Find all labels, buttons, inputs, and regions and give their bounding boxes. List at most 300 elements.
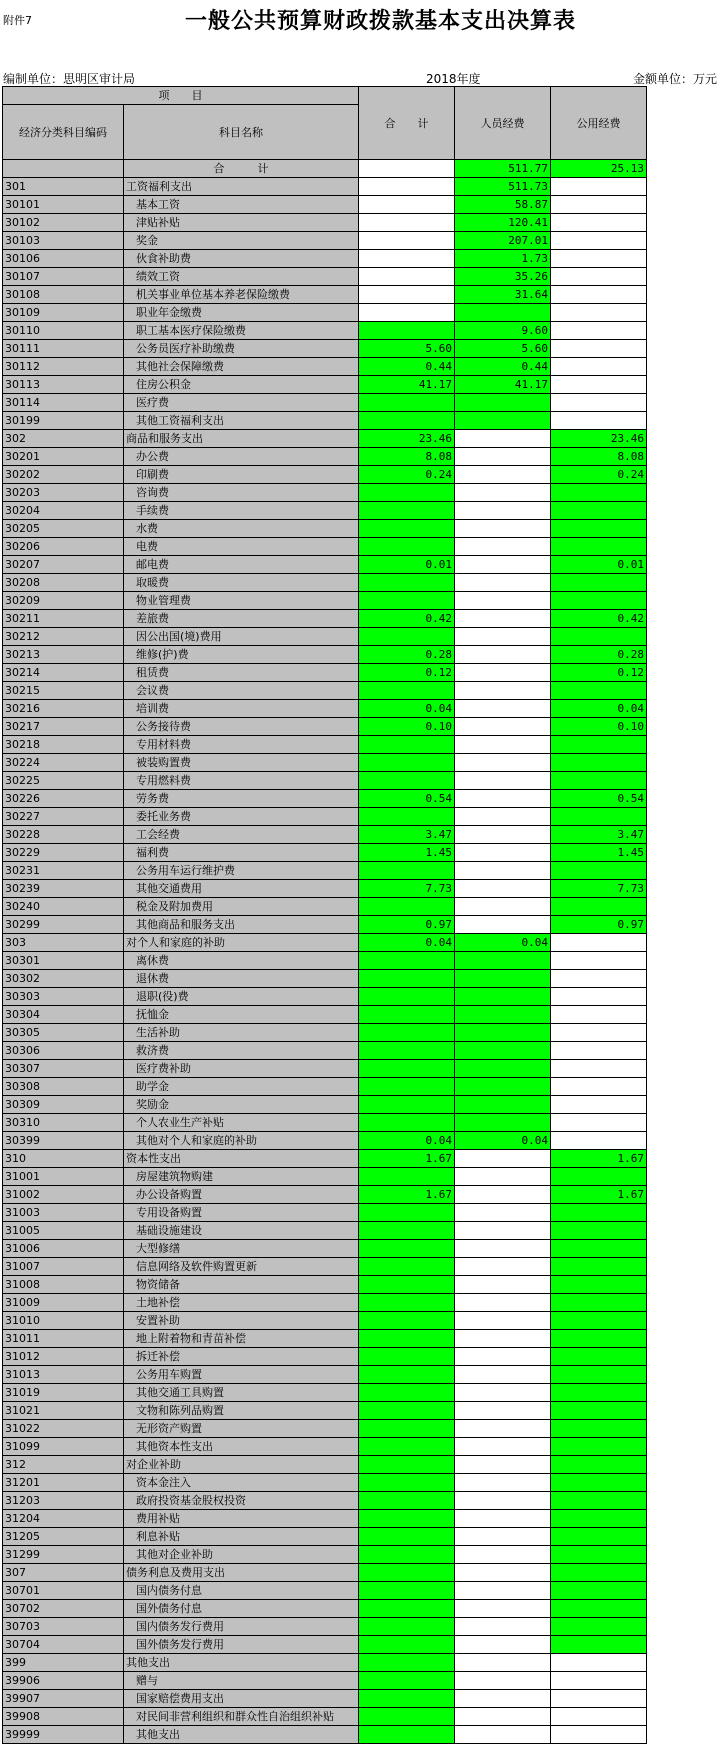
row-total: 1.45 <box>359 844 455 862</box>
row-code: 30107 <box>3 268 124 286</box>
row-public <box>551 250 647 268</box>
row-public <box>551 412 647 430</box>
row-total <box>359 250 455 268</box>
row-code: 31012 <box>3 1348 124 1366</box>
row-code: 30399 <box>3 1132 124 1150</box>
row-code: 30704 <box>3 1636 124 1654</box>
table-row <box>3 1168 647 1186</box>
row-total <box>359 1384 455 1402</box>
row-public <box>551 1114 647 1132</box>
row-name: 其他交通工具购置 <box>124 1384 359 1402</box>
row-public <box>551 376 647 394</box>
row-public <box>551 1438 647 1456</box>
row-personnel <box>455 772 551 790</box>
row-name: 文物和陈列品购置 <box>124 1402 359 1420</box>
row-name: 其他支出 <box>124 1654 359 1672</box>
row-public <box>551 1600 647 1618</box>
row-personnel <box>455 592 551 610</box>
row-total: 0.24 <box>359 466 455 484</box>
row-name: 助学金 <box>124 1078 359 1096</box>
table-row <box>3 1456 647 1474</box>
row-total: 5.60 <box>359 340 455 358</box>
page-title-text: 一般公共预算财政拨款基本支出决算表 <box>184 9 576 34</box>
row-name: 利息补贴 <box>124 1528 359 1546</box>
row-total <box>359 286 455 304</box>
row-total: 8.08 <box>359 448 455 466</box>
row-public: 1.67 <box>551 1150 647 1168</box>
row-name: 拆迁补偿 <box>124 1348 359 1366</box>
row-total <box>359 592 455 610</box>
row-code: 39907 <box>3 1690 124 1708</box>
row-public <box>551 736 647 754</box>
table-row <box>3 880 647 898</box>
row-total: 1.67 <box>359 1186 455 1204</box>
row-code: 30216 <box>3 700 124 718</box>
row-public <box>551 1528 647 1546</box>
row-personnel <box>455 970 551 988</box>
table-row <box>3 1024 647 1042</box>
row-public: 0.10 <box>551 718 647 736</box>
row-personnel <box>455 1474 551 1492</box>
row-total: 23.46 <box>359 430 455 448</box>
table-row <box>3 826 647 844</box>
row-public <box>551 1222 647 1240</box>
table-row <box>3 772 647 790</box>
row-public <box>551 1168 647 1186</box>
row-code: 30215 <box>3 682 124 700</box>
row-public <box>551 1006 647 1024</box>
row-personnel: 0.04 <box>455 1132 551 1150</box>
row-name: 对个人和家庭的补助 <box>124 934 359 952</box>
row-personnel: 511.77 <box>455 160 551 178</box>
row-public <box>551 214 647 232</box>
row-code: 30701 <box>3 1582 124 1600</box>
row-personnel <box>455 988 551 1006</box>
row-total <box>359 1402 455 1420</box>
row-code: 30218 <box>3 736 124 754</box>
row-name: 租赁费 <box>124 664 359 682</box>
row-public: 1.45 <box>551 844 647 862</box>
row-code: 30213 <box>3 646 124 664</box>
row-name: 离休费 <box>124 952 359 970</box>
row-code: 30103 <box>3 232 124 250</box>
row-name: 赠与 <box>124 1672 359 1690</box>
row-name: 津贴补贴 <box>124 214 359 232</box>
table-row <box>3 862 647 880</box>
row-public: 0.97 <box>551 916 647 934</box>
row-personnel <box>455 1186 551 1204</box>
row-personnel <box>455 1276 551 1294</box>
row-total <box>359 214 455 232</box>
row-personnel: 31.64 <box>455 286 551 304</box>
row-public: 3.47 <box>551 826 647 844</box>
row-personnel <box>455 448 551 466</box>
table-row <box>3 970 647 988</box>
table-row <box>3 502 647 520</box>
row-total <box>359 682 455 700</box>
row-public <box>551 1618 647 1636</box>
row-total: 0.42 <box>359 610 455 628</box>
row-total <box>359 1528 455 1546</box>
row-personnel <box>455 520 551 538</box>
attachment-label: 附件7 <box>3 14 32 27</box>
row-personnel <box>455 790 551 808</box>
table-row <box>3 232 647 250</box>
table-row <box>3 988 647 1006</box>
row-code: 30239 <box>3 880 124 898</box>
row-code: 30109 <box>3 304 124 322</box>
row-personnel <box>455 1258 551 1276</box>
row-code: 30225 <box>3 772 124 790</box>
row-personnel <box>455 538 551 556</box>
row-personnel <box>455 1600 551 1618</box>
row-personnel <box>455 1510 551 1528</box>
row-name: 机关事业单位基本养老保险缴费 <box>124 286 359 304</box>
row-public <box>551 898 647 916</box>
row-code: 39999 <box>3 1726 124 1744</box>
header-name: 科目名称 <box>124 105 359 160</box>
row-total <box>359 1600 455 1618</box>
row-personnel <box>455 1294 551 1312</box>
row-personnel <box>455 1024 551 1042</box>
row-total <box>359 1204 455 1222</box>
row-code: 30227 <box>3 808 124 826</box>
row-code: 31007 <box>3 1258 124 1276</box>
row-total <box>359 898 455 916</box>
row-name: 公务用车运行维护费 <box>124 862 359 880</box>
row-public <box>551 772 647 790</box>
table-row <box>3 1546 647 1564</box>
row-name: 职业年金缴费 <box>124 304 359 322</box>
row-name: 其他对企业补助 <box>124 1546 359 1564</box>
row-total <box>359 412 455 430</box>
row-personnel <box>455 700 551 718</box>
row-total <box>359 1672 455 1690</box>
row-code: 31203 <box>3 1492 124 1510</box>
row-public <box>551 1456 647 1474</box>
row-name: 工会经费 <box>124 826 359 844</box>
row-public: 0.42 <box>551 610 647 628</box>
table-row <box>3 1132 647 1150</box>
row-code: 30307 <box>3 1060 124 1078</box>
money-unit-label: 金额单位：万元 <box>632 72 717 86</box>
row-public <box>551 1672 647 1690</box>
row-name: 债务利息及费用支出 <box>124 1564 359 1582</box>
row-personnel <box>455 844 551 862</box>
row-personnel <box>455 1348 551 1366</box>
row-personnel <box>455 574 551 592</box>
table-row <box>3 1060 647 1078</box>
table-row <box>3 754 647 772</box>
row-total <box>359 1492 455 1510</box>
row-code: 301 <box>3 178 124 196</box>
row-code: 31005 <box>3 1222 124 1240</box>
row-name: 邮电费 <box>124 556 359 574</box>
row-code: 30199 <box>3 412 124 430</box>
row-personnel <box>455 1240 551 1258</box>
row-total <box>359 1060 455 1078</box>
row-public: 7.73 <box>551 880 647 898</box>
row-personnel <box>455 1636 551 1654</box>
row-name: 奖金 <box>124 232 359 250</box>
row-name: 因公出国(境)费用 <box>124 628 359 646</box>
table-body <box>3 160 647 1744</box>
row-public <box>551 1402 647 1420</box>
row-total <box>359 574 455 592</box>
row-personnel <box>455 1420 551 1438</box>
row-total: 0.12 <box>359 664 455 682</box>
row-code: 31010 <box>3 1312 124 1330</box>
row-code: 30301 <box>3 952 124 970</box>
row-name: 福利费 <box>124 844 359 862</box>
row-personnel: 58.87 <box>455 196 551 214</box>
row-total <box>359 1726 455 1744</box>
table-row <box>3 1420 647 1438</box>
row-personnel <box>455 1330 551 1348</box>
row-public <box>551 1258 647 1276</box>
row-code: 30201 <box>3 448 124 466</box>
row-personnel: 0.44 <box>455 358 551 376</box>
row-code: 30102 <box>3 214 124 232</box>
table-row <box>3 1204 647 1222</box>
table-row <box>3 790 647 808</box>
row-total <box>359 520 455 538</box>
row-public <box>551 574 647 592</box>
row-name: 国外债务发行费用 <box>124 1636 359 1654</box>
row-total <box>359 1636 455 1654</box>
row-code: 31019 <box>3 1384 124 1402</box>
row-code: 31099 <box>3 1438 124 1456</box>
row-name: 会议费 <box>124 682 359 700</box>
row-public <box>551 1636 647 1654</box>
row-total <box>359 808 455 826</box>
row-total <box>359 268 455 286</box>
row-total <box>359 1420 455 1438</box>
row-public <box>551 1240 647 1258</box>
row-personnel <box>455 736 551 754</box>
row-personnel <box>455 1456 551 1474</box>
row-code: 30240 <box>3 898 124 916</box>
row-name: 商品和服务支出 <box>124 430 359 448</box>
row-name: 劳务费 <box>124 790 359 808</box>
row-code: 30217 <box>3 718 124 736</box>
row-public <box>551 358 647 376</box>
row-public <box>551 1024 647 1042</box>
row-public: 0.24 <box>551 466 647 484</box>
row-code: 30305 <box>3 1024 124 1042</box>
table-row <box>3 538 647 556</box>
row-code: 30108 <box>3 286 124 304</box>
row-name: 其他工资福利支出 <box>124 412 359 430</box>
row-public <box>551 1474 647 1492</box>
row-total <box>359 1546 455 1564</box>
row-total <box>359 178 455 196</box>
row-personnel <box>455 1366 551 1384</box>
row-personnel <box>455 1726 551 1744</box>
row-name: 生活补助 <box>124 1024 359 1042</box>
table-row <box>3 736 647 754</box>
row-name: 国内债务发行费用 <box>124 1618 359 1636</box>
row-total <box>359 754 455 772</box>
row-name: 房屋建筑物购建 <box>124 1168 359 1186</box>
row-personnel <box>455 1528 551 1546</box>
row-name: 对民间非营利组织和群众性自治组织补贴 <box>124 1708 359 1726</box>
row-name: 培训费 <box>124 700 359 718</box>
row-code: 30112 <box>3 358 124 376</box>
row-public <box>551 1096 647 1114</box>
row-public <box>551 538 647 556</box>
row-code: 30204 <box>3 502 124 520</box>
row-personnel <box>455 664 551 682</box>
row-code: 30202 <box>3 466 124 484</box>
row-personnel <box>455 826 551 844</box>
table-row <box>3 196 647 214</box>
row-total: 0.10 <box>359 718 455 736</box>
row-public <box>551 232 647 250</box>
row-public: 23.46 <box>551 430 647 448</box>
row-name: 基础设施建设 <box>124 1222 359 1240</box>
row-public <box>551 1060 647 1078</box>
row-personnel: 511.73 <box>455 178 551 196</box>
table-row <box>3 1240 647 1258</box>
header-code: 经济分类科目编码 <box>3 105 124 160</box>
row-total <box>359 160 455 178</box>
row-public: 0.54 <box>551 790 647 808</box>
table-row <box>3 916 647 934</box>
row-total: 0.01 <box>359 556 455 574</box>
table-row <box>3 1150 647 1168</box>
row-personnel <box>455 1078 551 1096</box>
row-personnel: 120.41 <box>455 214 551 232</box>
row-name: 费用补贴 <box>124 1510 359 1528</box>
table-row <box>3 1600 647 1618</box>
row-personnel <box>455 1150 551 1168</box>
row-code: 30111 <box>3 340 124 358</box>
year-label: 2018年度 <box>426 72 481 86</box>
table-row <box>3 520 647 538</box>
row-total: 3.47 <box>359 826 455 844</box>
row-total <box>359 988 455 1006</box>
row-code: 30224 <box>3 754 124 772</box>
row-total <box>359 484 455 502</box>
row-code: 30703 <box>3 1618 124 1636</box>
row-personnel <box>455 412 551 430</box>
row-code: 30209 <box>3 592 124 610</box>
row-personnel <box>455 1438 551 1456</box>
table-row <box>3 340 647 358</box>
row-total <box>359 1474 455 1492</box>
row-total <box>359 1438 455 1456</box>
row-name: 公务用车购置 <box>124 1366 359 1384</box>
row-name: 其他交通费用 <box>124 880 359 898</box>
row-name: 合 计 <box>124 160 359 178</box>
row-code: 31201 <box>3 1474 124 1492</box>
row-total <box>359 1330 455 1348</box>
row-code: 31021 <box>3 1402 124 1420</box>
header-public: 公用经费 <box>551 87 647 160</box>
row-total <box>359 736 455 754</box>
row-personnel <box>455 1546 551 1564</box>
row-personnel <box>455 502 551 520</box>
row-public <box>551 1276 647 1294</box>
row-personnel <box>455 1096 551 1114</box>
table-row <box>3 1258 647 1276</box>
row-name: 抚恤金 <box>124 1006 359 1024</box>
header-personnel: 人员经费 <box>455 87 551 160</box>
row-personnel: 0.04 <box>455 934 551 952</box>
row-public: 8.08 <box>551 448 647 466</box>
table-row <box>3 682 647 700</box>
row-public <box>551 682 647 700</box>
table-row <box>3 1690 647 1708</box>
row-code: 30106 <box>3 250 124 268</box>
row-personnel <box>455 1114 551 1132</box>
table-row <box>3 898 647 916</box>
table-row <box>3 1564 647 1582</box>
row-total <box>359 952 455 970</box>
row-name: 国外债务付息 <box>124 1600 359 1618</box>
row-public <box>551 1330 647 1348</box>
row-personnel <box>455 1690 551 1708</box>
table-row <box>3 718 647 736</box>
table-row <box>3 844 647 862</box>
row-public <box>551 1654 647 1672</box>
table-row <box>3 1348 647 1366</box>
row-personnel: 41.17 <box>455 376 551 394</box>
row-personnel <box>455 1384 551 1402</box>
row-total <box>359 1168 455 1186</box>
row-name: 公务员医疗补助缴费 <box>124 340 359 358</box>
row-personnel <box>455 1492 551 1510</box>
table-row <box>3 1006 647 1024</box>
row-code: 30208 <box>3 574 124 592</box>
row-personnel <box>455 1204 551 1222</box>
row-total <box>359 1366 455 1384</box>
row-public <box>551 1726 647 1744</box>
row-code: 30306 <box>3 1042 124 1060</box>
row-code: 30303 <box>3 988 124 1006</box>
table-row <box>3 160 647 178</box>
row-personnel <box>455 718 551 736</box>
table-row <box>3 1078 647 1096</box>
row-name: 退休费 <box>124 970 359 988</box>
row-code: 31013 <box>3 1366 124 1384</box>
row-personnel <box>455 430 551 448</box>
row-total <box>359 1006 455 1024</box>
row-code: 31001 <box>3 1168 124 1186</box>
row-total <box>359 1096 455 1114</box>
table-row <box>3 952 647 970</box>
table-row <box>3 1654 647 1672</box>
row-public: 25.13 <box>551 160 647 178</box>
row-personnel: 35.26 <box>455 268 551 286</box>
row-name: 信息网络及软件购置更新 <box>124 1258 359 1276</box>
row-name: 无形资产购置 <box>124 1420 359 1438</box>
row-name: 取暖费 <box>124 574 359 592</box>
row-public <box>551 1384 647 1402</box>
row-personnel <box>455 628 551 646</box>
row-code: 31003 <box>3 1204 124 1222</box>
row-public <box>551 988 647 1006</box>
row-public <box>551 1510 647 1528</box>
row-personnel <box>455 610 551 628</box>
row-code: 30206 <box>3 538 124 556</box>
row-public <box>551 1366 647 1384</box>
row-code: 303 <box>3 934 124 952</box>
row-code: 30203 <box>3 484 124 502</box>
row-name: 其他资本性支出 <box>124 1438 359 1456</box>
row-personnel <box>455 1312 551 1330</box>
